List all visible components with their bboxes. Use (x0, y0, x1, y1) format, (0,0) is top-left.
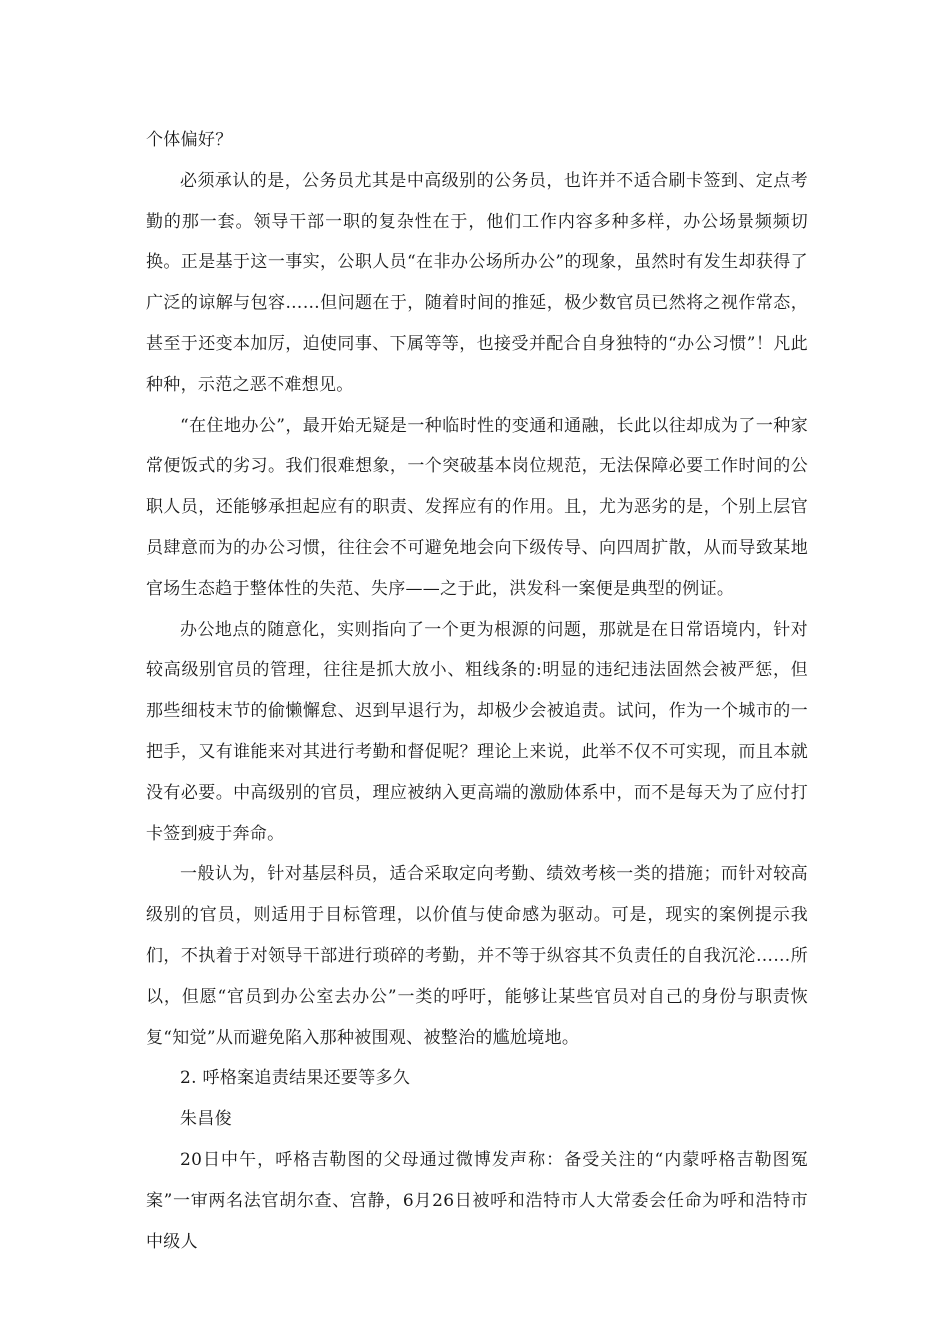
paragraph: 20日中午，呼格吉勒图的父母通过微博发声称：备受关注的“内蒙呼格吉勒图冤案”一审两名法官胡尔查、宫静，6月26日被呼和浩特市人大常委会任命为呼和浩特市中级人 (146, 1149, 808, 1252)
document-body (146, 120, 808, 1262)
paragraph-continued: 个体偏好？ (146, 130, 233, 150)
paragraph: 一般认为，针对基层科员，适合采取定向考勤、绩效考核一类的措施；而针对较高级别的官员，则适用于目标管理，以价值与使命感为驱动。可是，现实的案例提示我们，不执着于对领导干部进行琐碎的考勤，并不等于纵容其不负责任的自我沉沦……所以，但愿“官员到办公室去办公”一类的呼吁，能够让某些官员对自己的身份与职责恢复“知觉”从而避免陷入那种被围观、被整治的尴尬境地。 (146, 864, 808, 1048)
paragraph: “在住地办公”，最开始无疑是一种临时性的变通和通融，长此以往却成为了一种家常便饭式的劣习。我们很难想象，一个突破基本岗位规范，无法保障必要工作时间的公职人员，还能够承担起应有的职责、发挥应有的作用。且，尤为恶劣的是，个别上层官员肆意而为的办公习惯，往往会不可避免地会向下级传导、向四周扩散，从而导致某地官场生态趋于整体性的失范、失序——之于此，洪发科一案便是典型的例证。 (146, 415, 808, 599)
paragraph: 办公地点的随意化，实则指向了一个更为根源的问题，那就是在日常语境内，针对较高级别官员的管理，往往是抓大放小、粗线条的:明显的违纪违法固然会被严惩，但那些细枝末节的偷懒懈怠、迟到早退行为，却极少会被追责。试问，作为一个城市的一把手，又有谁能来对其进行考勤和督促呢？理论上来说，此举不仅不可实现，而且本就没有必要。中高级别的官员，理应被纳入更高端的激励体系中，而不是每天为了应付打卡签到疲于奔命。 (146, 619, 808, 844)
section-heading: 2. 呼格案追责结果还要等多久 (180, 1068, 411, 1089)
author-name: 朱昌俊 (180, 1109, 232, 1130)
paragraph: 必须承认的是，公务员尤其是中高级别的公务员，也许并不适合刷卡签到、定点考勤的那一套。领导干部一职的复杂性在于，他们工作内容多种多样，办公场景频频切换。正是基于这一事实，公职人员“在非办公场所办公”的现象，虽然时有发生却获得了广泛的谅解与包容……但问题在于，随着时间的推延，极少数官员已然将之视作常态，甚至于还变本加厉，迫使同事、下属等等，也接受并配合自身独特的“办公习惯”！凡此种种，示范之恶不难想见。 (146, 170, 808, 395)
